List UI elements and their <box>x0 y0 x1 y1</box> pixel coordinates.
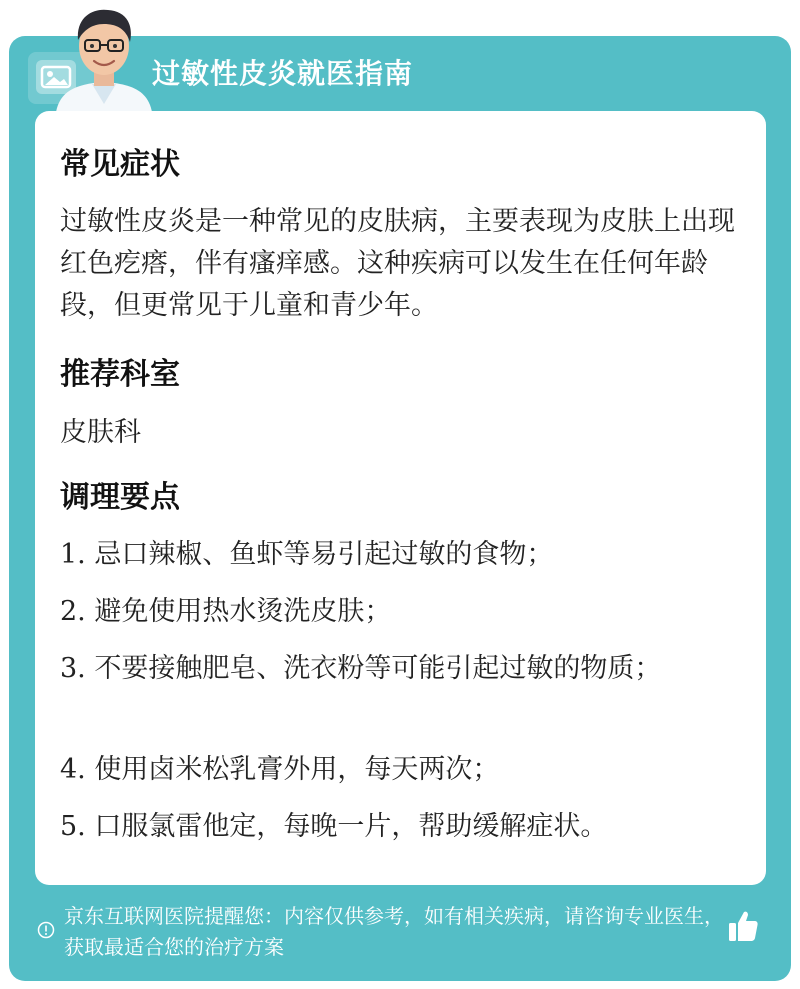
list-item <box>60 749 740 791</box>
doctor-avatar <box>52 0 156 112</box>
list-item-text: 忌口辣椒、鱼虾等易引起过敏的食物； <box>94 539 554 570</box>
info-icon <box>37 921 55 939</box>
list-item-text: 使用卤米松乳膏外用，每天两次； <box>94 754 500 785</box>
list-item-number: 2. <box>60 596 86 627</box>
department-text: 皮肤科 <box>60 417 141 448</box>
symptoms-heading: 常见症状 <box>60 147 180 182</box>
list-item-number: 1. <box>60 539 86 570</box>
care-heading: 调理要点 <box>60 480 180 515</box>
list-item-text: 避免使用热水烫洗皮肤； <box>94 596 392 627</box>
department-heading: 推荐科室 <box>60 357 180 392</box>
list-item <box>60 648 740 690</box>
list-item-text: 不要接触肥皂、洗衣粉等可能引起过敏的物质； <box>94 653 662 684</box>
list-item-number: 3. <box>60 653 86 684</box>
footer-notice: 京东互联网医院提醒您：内容仅供参考，如有相关疾病，请咨询专业医生，获取最适合您的治疗方案 <box>64 904 724 959</box>
list-item-number: 4. <box>60 754 86 785</box>
list-item-number: 5. <box>60 811 86 842</box>
page-title: 过敏性皮炎就医指南 <box>152 57 414 90</box>
list-item <box>60 591 740 633</box>
symptoms-text: 过敏性皮炎是一种常见的皮肤病，主要表现为皮肤上出现红色疙瘩，伴有瘙痒感。这种疾病可以发生在任何年龄段，但更常见于儿童和青少年。 <box>60 206 735 321</box>
thumbs-up-icon[interactable] <box>727 909 759 943</box>
list-item <box>60 806 740 848</box>
list-item-text: 口服氯雷他定，每晚一片，帮助缓解症状。 <box>94 811 608 842</box>
list-item <box>60 534 740 576</box>
